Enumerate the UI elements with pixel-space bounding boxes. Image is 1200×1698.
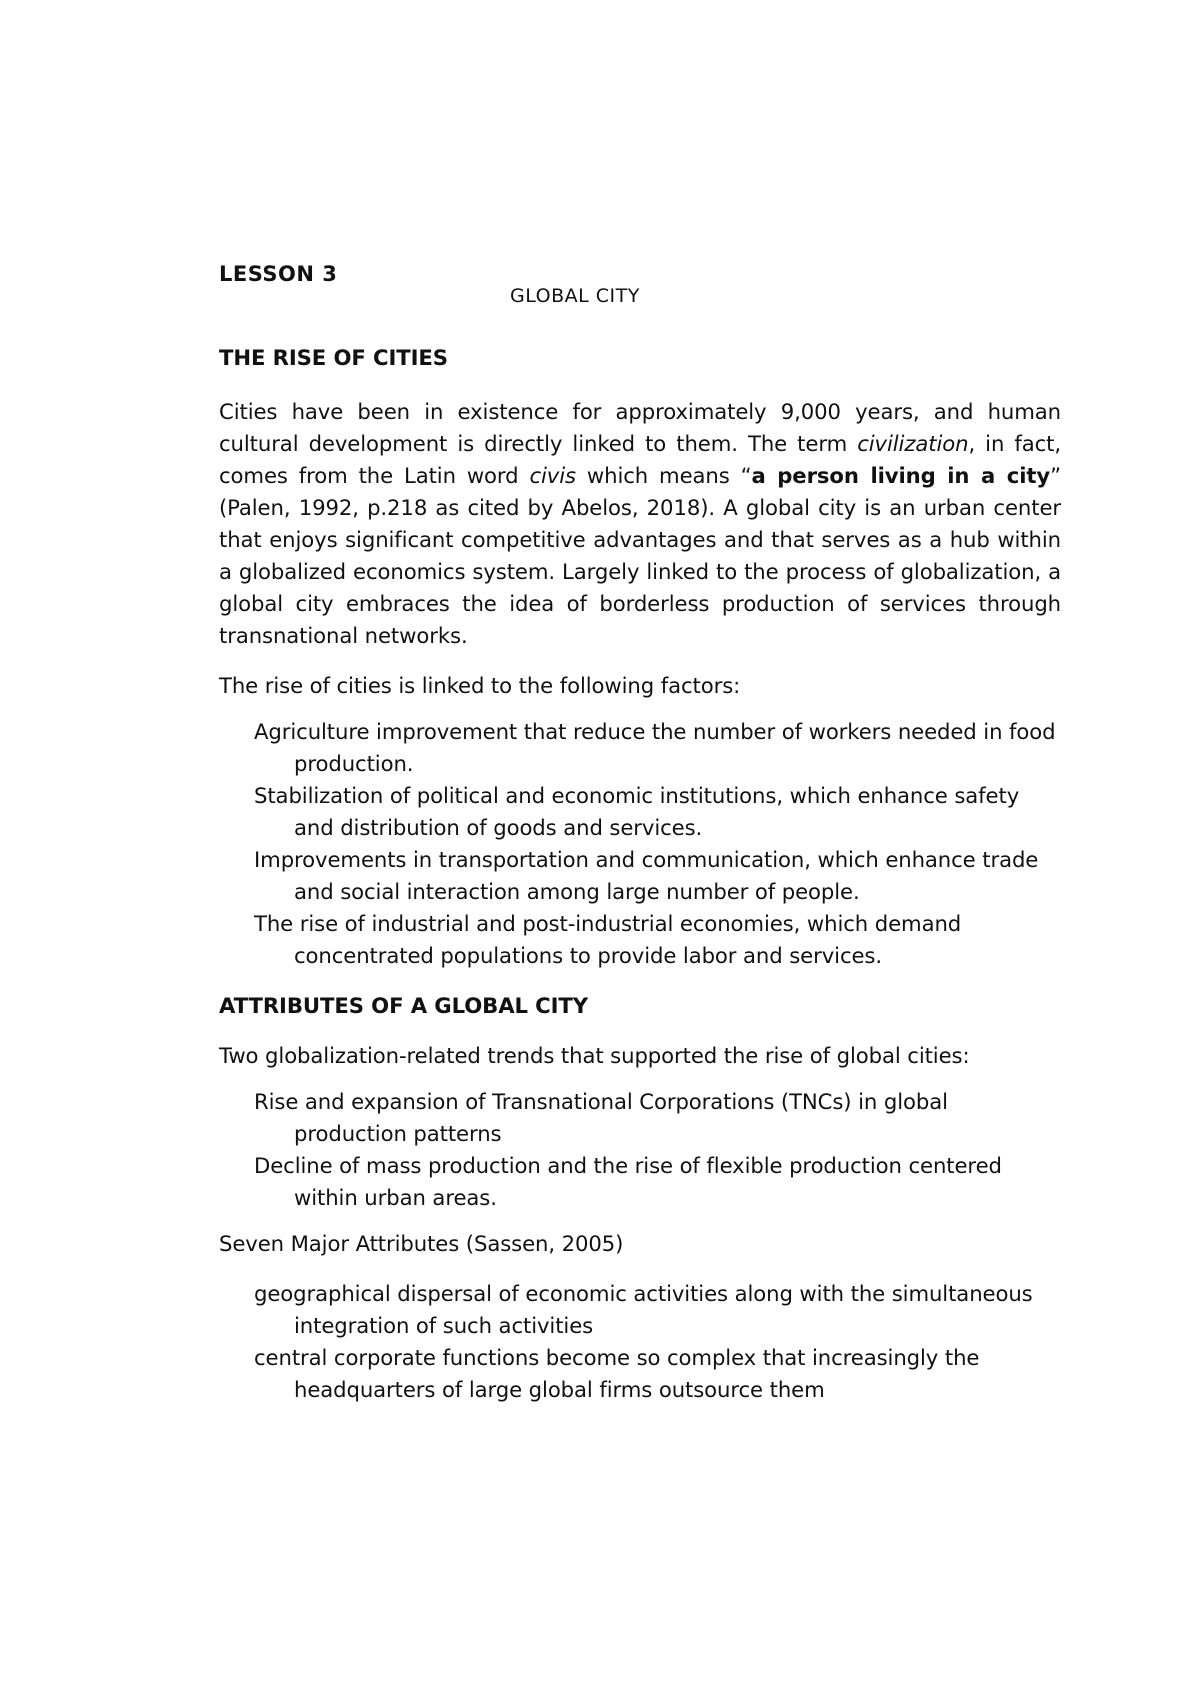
list-item: Rise and expansion of Transnational Corporations (TNCs) in global production patterns	[254, 1089, 948, 1146]
lesson-label: LESSON 3	[219, 262, 338, 286]
intro-paragraph: Cities have been in existence for approximately 9,000 years, and human cultural development is directly linked to them. The term civilization, in fact, comes from the Latin word civis which means “a person living in a city” (Palen, 1992, p.218 as cited by Abelos, 2018). A global city is an urban center that enjoys significant competitive advantages and that serves as a hub within a globalized economics system. Largely linked to the process of globalization, a global city embraces the idea of borderless production of services through transnational networks.	[219, 399, 1062, 648]
attributes-list	[219, 1278, 1061, 1406]
attributes-lead: Seven Major Attributes (Sassen, 2005)	[219, 1231, 624, 1256]
list-item: geographical dispersal of economic activities along with the simultaneous integration of such activities	[254, 1281, 1033, 1338]
list-item: central corporate functions become so complex that increasingly the headquarters of large global firms outsource them	[254, 1345, 980, 1402]
factors-lead: The rise of cities is linked to the following factors:	[219, 673, 741, 698]
list-item: Agriculture improvement that reduce the number of workers needed in food production.	[254, 719, 1056, 776]
trends-lead: Two globalization-related trends that supported the rise of global cities:	[219, 1043, 970, 1068]
document-title: GLOBAL CITY	[510, 285, 640, 307]
list-item: Improvements in transportation and communication, which enhance trade and social interaction among large number of people.	[254, 847, 1039, 904]
trends-list	[219, 1086, 1061, 1214]
factors-list	[219, 716, 1061, 972]
term-civilization: civilization	[857, 431, 969, 456]
document-body	[219, 342, 1061, 1406]
list-item: Decline of mass production and the rise of flexible production centered within urban areas.	[254, 1153, 1002, 1210]
section-heading-attributes: ATTRIBUTES OF A GLOBAL CITY	[219, 993, 588, 1018]
civis-definition: a person living in a city	[751, 463, 1051, 488]
list-item: Stabilization of political and economic institutions, which enhance safety and distribution of goods and services.	[254, 783, 1020, 840]
list-item: The rise of industrial and post-industrial economies, which demand concentrated populations to provide labor and services.	[254, 911, 962, 968]
section-heading-rise-of-cities: THE RISE OF CITIES	[219, 345, 448, 370]
term-civis: civis	[529, 463, 576, 488]
